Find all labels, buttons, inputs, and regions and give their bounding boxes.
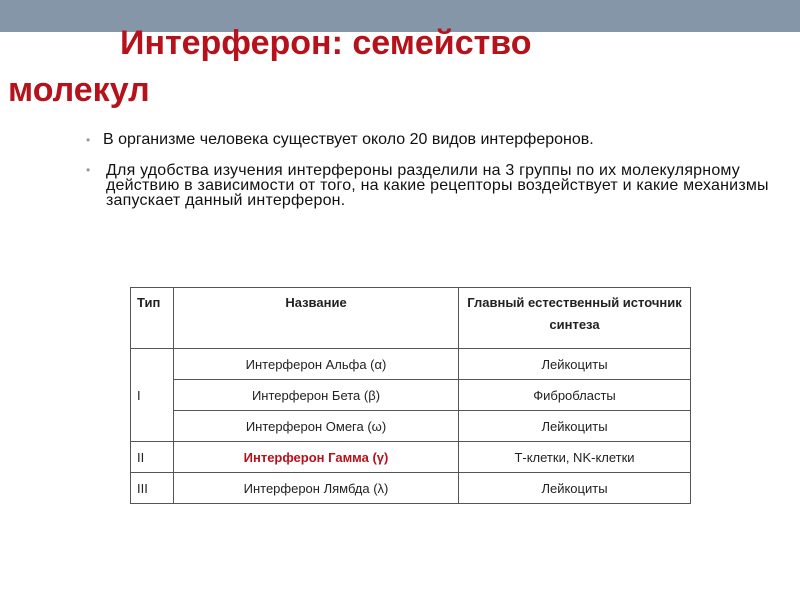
- bullet-text: Для удобства изучения интерфероны разделили на 3 группы по их молекулярному действию в зависимости от того, на какие рецепторы воздействует и какие механизмы запускает данный интерферон.: [106, 162, 769, 209]
- header-source: Главный естественный источник синтеза: [459, 288, 691, 349]
- cell-name: Интерферон Бета (β): [174, 380, 459, 411]
- bullet-item: [86, 163, 776, 208]
- interferon-types-table: [130, 287, 691, 504]
- header-type: Тип: [131, 288, 174, 349]
- table-row: [131, 411, 691, 442]
- cell-source: Лейкоциты: [459, 349, 691, 380]
- cell-name: Интерферон Альфа (α): [174, 349, 459, 380]
- table-header-row: [131, 288, 691, 349]
- table-row: [131, 442, 691, 473]
- cell-type: I: [131, 349, 174, 442]
- slide-title-line1: Интерферон: семейство: [120, 24, 532, 62]
- slide-title: [8, 20, 708, 114]
- cell-source: Лейкоциты: [459, 473, 691, 504]
- bullet-dot-icon: •: [86, 133, 91, 147]
- table-row: [131, 380, 691, 411]
- cell-name: Интерферон Лямбда (λ): [174, 473, 459, 504]
- cell-source: Т-клетки, NK-клетки: [459, 442, 691, 473]
- bullet-item: [86, 130, 776, 150]
- bullet-text: В организме человека существует около 20 видов интерферонов.: [103, 131, 594, 148]
- cell-type: III: [131, 473, 174, 504]
- cell-type: II: [131, 442, 174, 473]
- table-row: [131, 349, 691, 380]
- cell-source: Лейкоциты: [459, 411, 691, 442]
- header-name: Название: [174, 288, 459, 349]
- cell-name: Интерферон Омега (ω): [174, 411, 459, 442]
- table-row: [131, 473, 691, 504]
- bullet-dot-icon: •: [86, 163, 91, 177]
- cell-name-highlighted: Интерферон Гамма (γ): [174, 442, 459, 473]
- slide-title-line2: молекул: [8, 71, 150, 109]
- cell-source: Фибробласты: [459, 380, 691, 411]
